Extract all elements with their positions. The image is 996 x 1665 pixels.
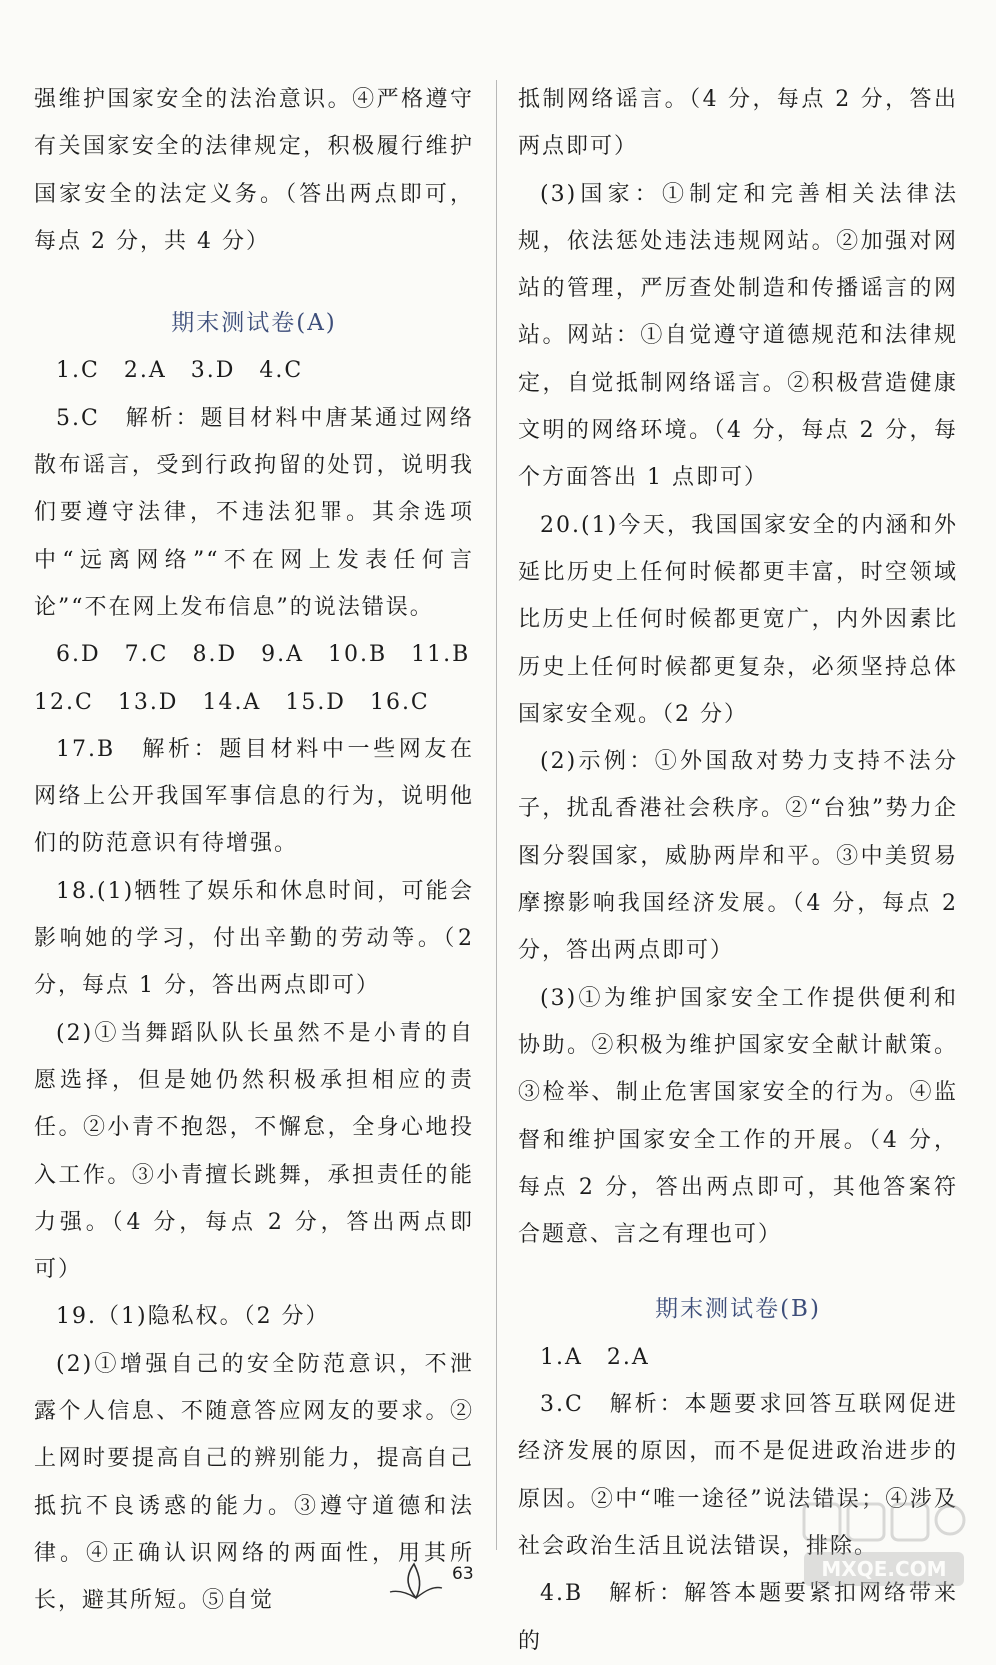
section-title-b: 期末测试卷(B) [655, 1296, 821, 1323]
answer-17: 17.B 解析：题目材料中一些网友在网络上公开我国军事信息的行为，说明他们的防范意识有待增强。 [34, 736, 474, 857]
answer-19-2: (2)①增强自己的安全防范意识，不泄露个人信息、不随意答应网友的要求。②上网时要提高自己的辨别能力，提高自己抵抗不良诱惑的能力。③遵守道德和法律。④正确认识网络的两面性，用其所长，避其所短。⑤自觉 [34, 1351, 474, 1614]
left-column [34, 76, 474, 1625]
section-title-a: 期末测试卷(A) [171, 310, 337, 337]
answer-b-3: 3.C 解析：本题要求回答互联网促进经济发展的原因，而不是促进政治进步的原因。②中“唯一途径”说法错误；④涉及社会政治生活且说法错误，排除。 [518, 1392, 958, 1559]
answer-5: 5.C 解析：题目材料中唐某通过网络散布谣言，受到行政拘留的处罚，说明我们要遵守法律，不违法犯罪。其余选项中“远离网络”“不在网上发表任何言论”“不在网上发布信息”的说法错误。 [34, 405, 474, 620]
svg-text:MXQE.COM: MXQE.COM [821, 1557, 947, 1581]
answer-20-3: (3)①为维护国家安全工作提供便利和协助。②积极为维护国家安全献计献策。③检举、制止危害国家安全的行为。④监督和维护国家安全工作的开展。（4 分，每点 2 分，答出两点即可，其他答案符合题意、言之有理也可） [518, 985, 958, 1248]
answer-continuation: 强维护国家安全的法治意识。④严格遵守有关国家安全的法律规定，积极履行维护国家安全的法定义务。（答出两点即可，每点 2 分，共 4 分） [34, 87, 474, 254]
page-number: 63 [452, 1564, 474, 1584]
leaf-decoration-icon [386, 1560, 446, 1600]
answer-19-1: 19.（1)隐私权。（2 分） [56, 1304, 330, 1330]
answer-18-1: 18.(1)牺牲了娱乐和休息时间，可能会影响她的学习，付出辛勤的劳动等。（2 分，每点 1 分，答出两点即可） [34, 878, 474, 999]
answer-18-2: (2)①当舞蹈队队长虽然不是小青的自愿选择，但是她仍然积极承担相应的责任。②小青不抱怨，不懈怠，全身心地投入工作。③小青擅长跳舞，承担责任的能力强。（4 分，每点 2 分，答出两点即可） [34, 1020, 474, 1283]
answers-b-1-2: 1.A 2.A [540, 1344, 650, 1370]
answer-19-2-continuation: 抵制网络谣言。（4 分，每点 2 分，答出两点即可） [518, 87, 958, 160]
page-footer [0, 1560, 996, 1600]
answers-6-11: 6.D 7.C 8.D 9.A 10.B 11.B [56, 642, 471, 668]
answer-19-3: (3)国家：①制定和完善相关法律法规，依法惩处违法违规网站。②加强对网站的管理，严厉查处制造和传播谣言的网站。网站：①自觉遵守道德规范和法律规定，自觉抵制网络谣言。②积极营造健康文明的网络环境。（4 分，每点 2 分，每个方面答出 1 点即可） [518, 181, 958, 491]
right-column [518, 76, 958, 1665]
answers-1-4: 1.C 2.A 3.D 4.C [56, 358, 304, 384]
answer-b-4: 4.B 解析：解答本题要紧扣网络带来的 [518, 1581, 958, 1654]
column-divider [496, 80, 497, 1550]
answer-20-2: (2)示例：①外国敌对势力支持不法分子，扰乱香港社会秩序。②“台独”势力企图分裂国家，威胁两岸和平。③中美贸易摩擦影响我国经济发展。（4 分，每点 2 分，答出两点即可） [518, 749, 958, 964]
answers-12-16: 12.C 13.D 14.A 15.D 16.C [34, 689, 430, 715]
answer-20-1: 20.(1)今天，我国国家安全的内涵和外延比历史上任何时候都更丰富，时空领域比历史上任何时候都更宽广，内外因素比历史上任何时候都更复杂，必须坚持总体国家安全观。（2 分） [518, 512, 958, 727]
